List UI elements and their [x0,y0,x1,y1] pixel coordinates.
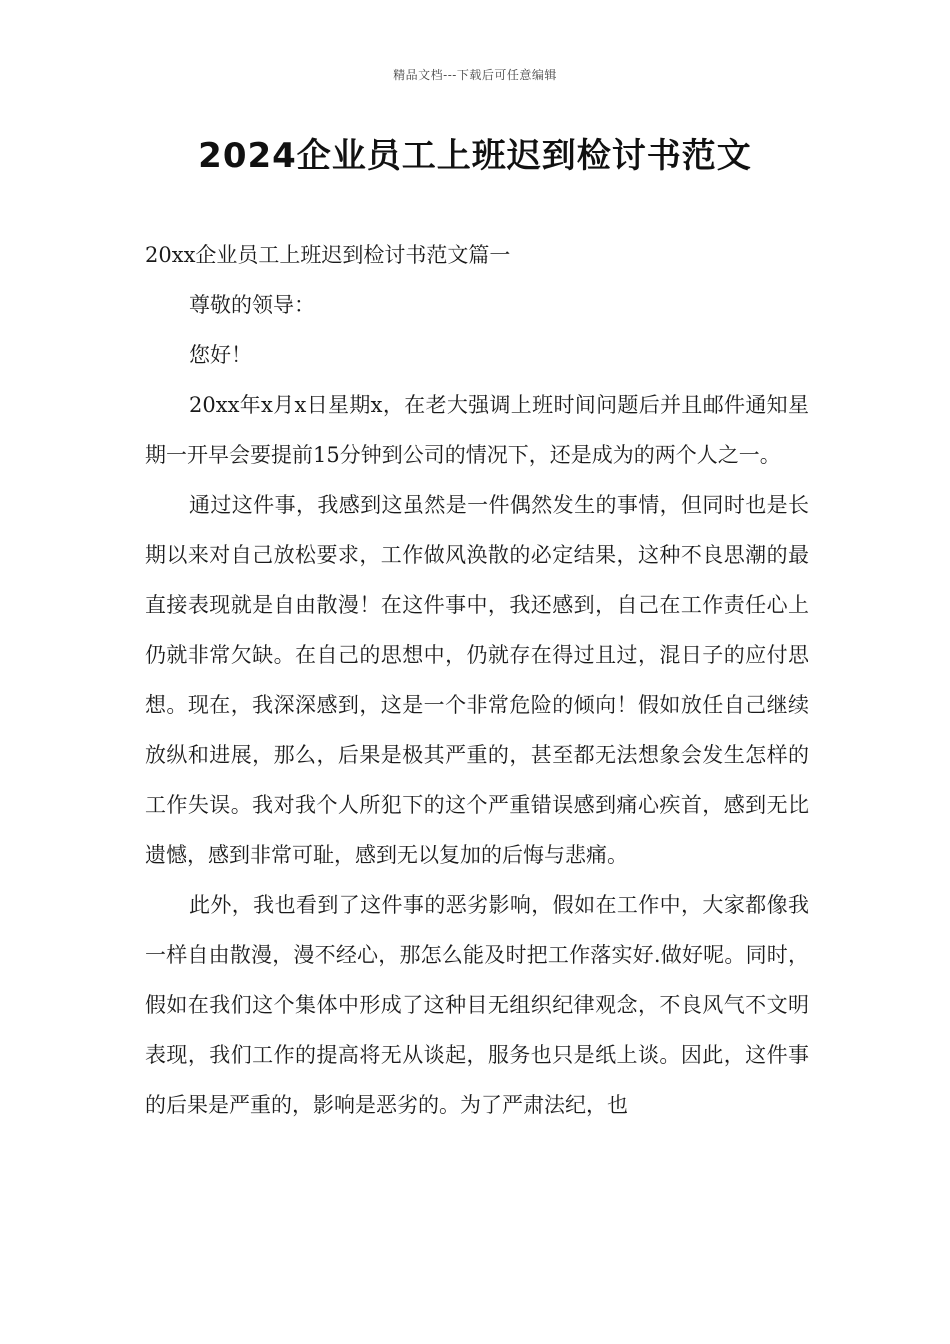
body-paragraph-1: 20xx年x月x日星期x，在老大强调上班时间问题后并且邮件通知星期一开早会要提前15分钟到公司的情况下，还是成为的两个人之一。 [145,393,809,467]
document-title: 2024企业员工上班迟到检讨书范文 [198,136,752,176]
body-paragraph-2: 通过这件事，我感到这虽然是一件偶然发生的事情，但同时也是长期以来对自己放松要求，工作做风涣散的必定结果，这种不良思潮的最直接表现就是自由散漫！在这件事中，我还感到，自己在工作责任心上仍就非常欠缺。在自己的思想中，仍就存在得过且过，混日子的应付思想。现在，我深深感到，这是一个非常危险的倾向！假如放任自己继续放纵和进展，那么，后果是极其严重的，甚至都无法想象会发生怎样的工作失误。我对我个人所犯下的这个严重错误感到痛心疾首，感到无比遗憾，感到非常可耻，感到无以复加的后悔与悲痛。 [145,493,809,867]
header-watermark: 精品文档---下载后可任意编辑 [393,68,557,82]
document-body [145,230,809,1130]
greeting: 您好！ [189,343,252,367]
salutation: 尊敬的领导： [189,293,315,317]
body-paragraph-3: 此外，我也看到了这件事的恶劣影响，假如在工作中，大家都像我一样自由散漫，漫不经心，那怎么能及时把工作落实好.做好呢。同时，假如在我们这个集体中形成了这种目无组织纪律观念，不良风气不文明表现，我们工作的提高将无从谈起，服务也只是纸上谈。因此，这件事的后果是严重的，影响是恶劣的。为了严肃法纪，也 [145,893,809,1117]
section-heading: 20xx企业员工上班迟到检讨书范文篇一 [145,243,511,267]
